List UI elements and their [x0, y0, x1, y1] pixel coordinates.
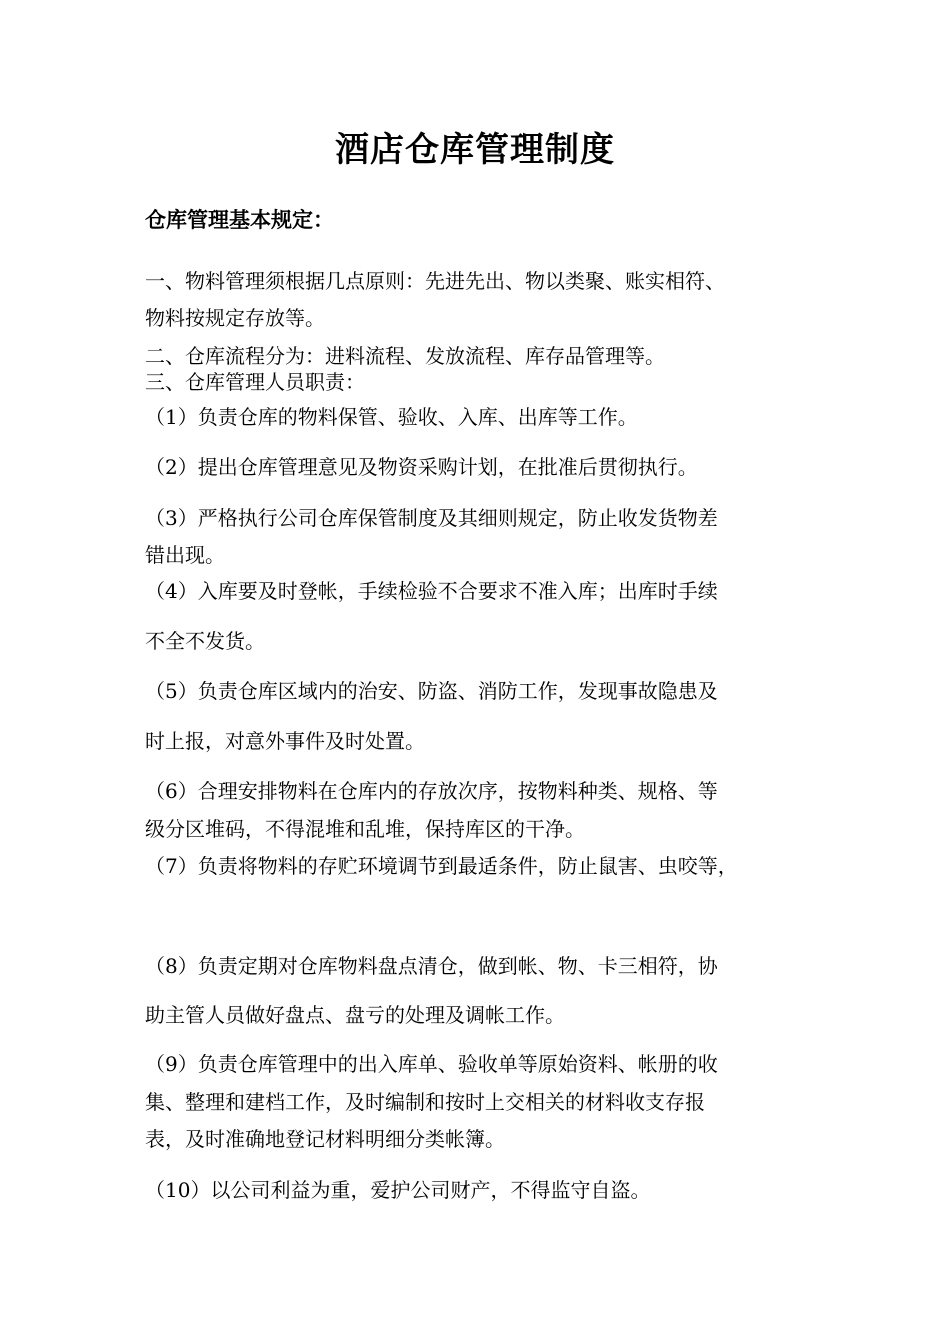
- list-item: （10）以公司利益为重，爱护公司财产，不得监守自盗。: [145, 1178, 651, 1202]
- list-item: （6）合理安排物料在仓库内的存放次序，按物料种类、规格、等: [145, 779, 718, 803]
- list-item: （8）负责定期对仓库物料盘点清仓，做到帐、物、卡三相符，协: [145, 954, 718, 978]
- list-item-continuation: 助主管人员做好盘点、盘亏的处理及调帐工作。: [145, 1003, 565, 1027]
- section-heading: 仓库管理基本规定：: [145, 208, 334, 232]
- list-item: （2）提出仓库管理意见及物资采购计划，在批准后贯彻执行。: [145, 455, 698, 479]
- list-item: （9）负责仓库管理中的出入库单、验收单等原始资料、帐册的收: [145, 1052, 718, 1076]
- list-item-continuation: 错出现。: [145, 543, 225, 567]
- paragraph-line: 二、仓库流程分为：进料流程、发放流程、库存品管理等。: [145, 344, 665, 368]
- list-item: （7）负责将物料的存贮环境调节到最适条件，防止鼠害、虫咬等，: [145, 854, 738, 878]
- list-item-continuation: 时上报，对意外事件及时处置。: [145, 729, 425, 753]
- list-item: （5）负责仓库区域内的治安、防盗、消防工作，发现事故隐患及: [145, 679, 718, 703]
- paragraph-line: 物料按规定存放等。: [145, 306, 325, 330]
- list-item-continuation: 表，及时准确地登记材料明细分类帐簿。: [145, 1127, 505, 1151]
- document-title: 酒店仓库管理制度: [335, 130, 615, 170]
- list-item: （1）负责仓库的物料保管、验收、入库、出库等工作。: [145, 405, 638, 429]
- list-item: （4）入库要及时登帐，手续检验不合要求不准入库；出库时手续: [145, 579, 718, 603]
- list-item-continuation: 不全不发货。: [145, 629, 265, 653]
- list-item: （3）严格执行公司仓库保管制度及其细则规定，防止收发货物差: [145, 506, 718, 530]
- paragraph-line: 一、物料管理须根据几点原则：先进先出、物以类聚、账实相符、: [145, 269, 725, 293]
- list-item-continuation: 集、整理和建档工作，及时编制和按时上交相关的材料收支存报: [145, 1090, 705, 1114]
- list-item-continuation: 级分区堆码，不得混堆和乱堆，保持库区的干净。: [145, 817, 585, 841]
- paragraph-line: 三、仓库管理人员职责：: [145, 370, 365, 394]
